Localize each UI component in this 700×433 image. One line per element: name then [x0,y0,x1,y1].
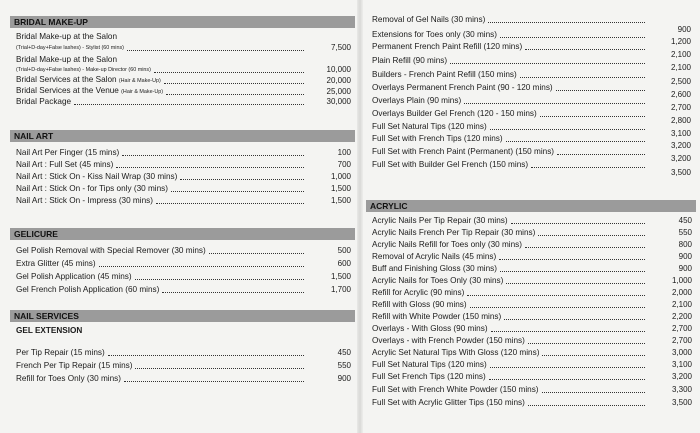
menu-item [16,75,351,86]
item-note: (Hair & Make-Up) [121,89,164,95]
item-price: 3,200 [671,372,692,381]
item-price: 1,700 [330,285,351,294]
item-price: 2,700 [671,324,692,333]
item-name: Buff and Finishing Gloss (30 mins) [372,264,497,273]
item-name: Bridal Services at the Salon [16,75,117,84]
menu-item [372,372,692,382]
item-name: Overlays - With Gloss (90 mins) [372,324,488,333]
menu-item [372,276,692,286]
section-header-nail-services: NAIL SERVICES [10,310,355,322]
menu-item [372,300,692,310]
menu-item [372,83,692,93]
item-name: Refill for Toes Only (30 mins) [16,374,121,383]
menu-item [372,240,692,250]
item-name: Acrylic Nails for Toes Only (30 mins) [372,276,504,285]
item-name: Full Set Natural Tips (120 mins) [372,122,487,131]
item-name: Full Set French Tips (120 mins) [372,372,486,381]
menu-item [372,348,692,358]
item-price: 1,000 [330,172,351,181]
menu-item [16,184,351,194]
item-price: 2,100 [671,300,692,309]
menu-item [16,285,351,295]
item-price: 600 [337,259,351,268]
item-name: Overlays Builder Gel French (120 - 150 mins) [372,109,537,118]
item-price: 1,000 [671,276,692,285]
item-price: 100 [337,148,351,157]
menu-item [16,42,351,53]
item-price: 10,000 [326,65,351,74]
item-price: 2,100 [670,63,691,72]
menu-item [16,86,351,97]
menu-item [372,160,692,170]
item-name: Plain Refill (90 mins) [372,56,448,65]
item-price: 1,500 [330,272,351,281]
item-name: Full Set with Builder Gel French (150 mins) [372,160,529,169]
item-name: Extensions for Toes only (30 mins) [372,30,497,39]
item-name: Bridal Services at the Venue [16,86,119,95]
menu-item [372,42,692,52]
item-name: Nail Art : Stick On - Kiss Nail Wrap (30 mins) [16,172,178,181]
item-price: 20,000 [326,76,351,85]
item-price: 3,100 [670,129,691,138]
item-price: 450 [337,348,351,357]
item-name: Builders - French Paint Refill (150 mins) [372,70,517,79]
menu-item [372,385,692,395]
menu-item [16,172,351,182]
item-name: Gel Polish Application (45 mins) [16,272,132,281]
item-price: 550 [678,228,692,237]
item-price: 550 [337,361,351,370]
menu-item [16,196,351,206]
item-price: 500 [337,246,351,255]
menu-item [372,288,692,298]
item-note: (Trial+D-day+False lashes) - Make-up Director (60 mins) [16,67,151,73]
item-price: 700 [337,160,351,169]
item-name: Bridal Make-up at the Salon [16,32,118,41]
item-price: 3,000 [671,348,692,357]
menu-item [372,122,692,132]
menu-item [16,64,351,75]
menu-item [372,15,692,25]
menu-item [372,134,692,144]
item-price: 3,500 [670,168,691,177]
item-name: Extra Glitter (45 mins) [16,259,96,268]
menu-item [372,147,692,157]
item-name: Acrylic Set Natural Tips With Gloss (120 mins) [372,348,540,357]
item-price: 2,500 [670,77,691,86]
item-name: Acrylic Nails French Per Tip Repair (30 mins) [372,228,536,237]
item-name: Full Set with French Tips (120 mins) [372,134,503,143]
menu-item [372,312,692,322]
item-name: Gel French Polish Application (60 mins) [16,285,160,294]
menu-item [16,32,351,42]
section-header-nail-art: NAIL ART [10,130,355,142]
item-name: Bridal Make-up at the Salon [16,55,118,64]
item-name: Nail Art : Stick On - for Tips only (30 mins) [16,184,168,193]
menu-item [16,148,351,158]
item-price: 900 [678,252,692,261]
item-name: French Per Tip Repair (15 mins) [16,361,133,370]
item-note: (Trial+D-day+False lashes) - Stylist (60 mins) [16,45,124,51]
page-fold [357,0,363,433]
menu-item [372,216,692,226]
menu-item [16,361,351,371]
item-price: 2,700 [670,103,691,112]
item-price: 3,200 [670,141,691,150]
item-name: Overlays - with French Powder (150 mins) [372,336,525,345]
menu-item [16,160,351,170]
menu-item [372,228,692,238]
menu-item [16,97,351,107]
item-price: 1,500 [330,184,351,193]
menu-item [372,96,692,106]
item-name: Per Tip Repair (15 mins) [16,348,105,357]
item-name: Overlays Plain (90 mins) [372,96,462,105]
item-name: Nail Art : Stick On - Impress (30 mins) [16,196,153,205]
item-name: Overlays Permanent French Paint (90 - 120 mins) [372,83,553,92]
item-note: (Hair & Make-Up) [118,78,161,84]
item-price: 3,200 [670,154,691,163]
subhead-gel-extension: GEL EXTENSION [16,326,83,335]
item-name: Bridal Package [16,97,72,106]
item-name: Refill with Gloss (90 mins) [372,300,467,309]
item-price: 450 [678,216,692,225]
item-price: 900 [337,374,351,383]
item-price: 3,300 [671,385,692,394]
item-name: Refill for Acrylic (90 mins) [372,288,465,297]
menu-item [372,324,692,334]
item-price: 30,000 [326,97,351,106]
menu-item [372,109,692,119]
item-name: Acrylic Nails Refill for Toes only (30 mins) [372,240,522,249]
menu-item [372,264,692,274]
item-price: 7,500 [330,43,351,52]
item-price: 2,800 [670,116,691,125]
item-price: 2,100 [670,50,691,59]
menu-item [372,360,692,370]
menu-item [16,374,351,384]
section-header-gelicure: GELICURE [10,228,355,240]
menu-item [372,56,692,66]
item-price: 2,700 [671,336,692,345]
section-header-acrylic: ACRYLIC [366,200,696,212]
item-name: Acrylic Nails Per Tip Repair (30 mins) [372,216,508,225]
item-price: 900 [677,25,691,34]
item-price: 3,500 [671,398,692,407]
menu-item [16,259,351,269]
item-name: Full Set Natural Tips (120 mins) [372,360,487,369]
menu-item [372,398,692,408]
menu-item [372,336,692,346]
menu-item [16,348,351,358]
item-price: 2,200 [671,312,692,321]
item-name: Removal of Gel Nails (30 mins) [372,15,486,24]
item-price: 3,100 [671,360,692,369]
item-name: Full Set with French Paint (Permanent) (150 mins) [372,147,555,156]
menu-item [372,30,692,40]
item-name: Removal of Acrylic Nails (45 mins) [372,252,497,261]
item-name: Gel Polish Removal with Special Remover (30 mins) [16,246,206,255]
menu-item [16,246,351,256]
section-header-bridal: BRIDAL MAKE-UP [10,16,355,28]
item-price: 1,200 [670,37,691,46]
item-name: Permanent French Paint Refill (120 mins) [372,42,523,51]
menu-item [372,252,692,262]
item-price: 25,000 [326,87,351,96]
item-name: Full Set with Acrylic Glitter Tips (150 mins) [372,398,525,407]
item-price: 800 [678,240,692,249]
item-name: Nail Art : Full Set (45 mins) [16,160,114,169]
item-price: 2,000 [671,288,692,297]
item-name: Nail Art Per Finger (15 mins) [16,148,120,157]
item-price: 1,500 [330,196,351,205]
item-name: Refill with White Powder (150 mins) [372,312,502,321]
item-price: 900 [678,264,692,273]
menu-item [372,70,692,80]
menu-item [16,272,351,282]
item-price: 2,600 [670,90,691,99]
item-name: Full Set with French White Powder (150 mins) [372,385,539,394]
